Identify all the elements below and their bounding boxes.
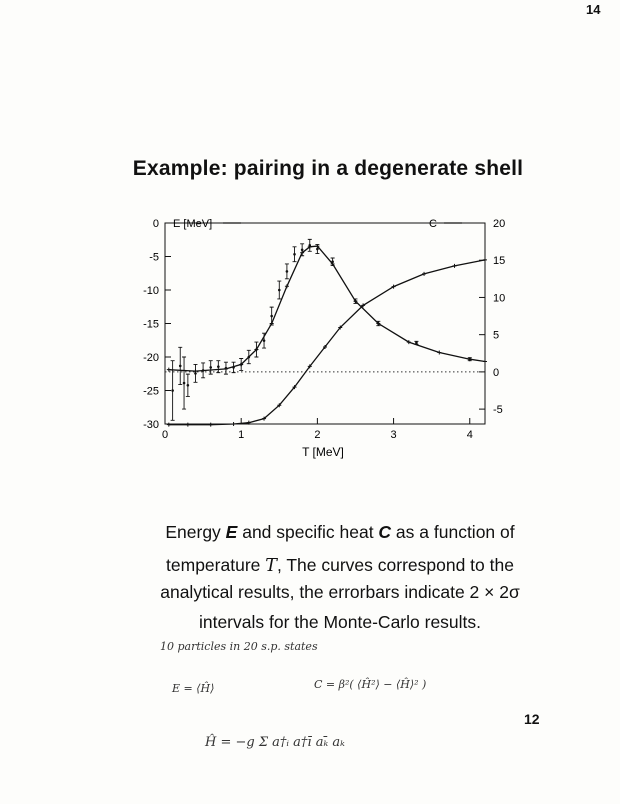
caption-line-3: analytical results, the errorbars indicate 2 × 2σ [160, 582, 520, 602]
mc-point [301, 249, 304, 252]
mc-point [316, 248, 319, 251]
x-axis-ticks [162, 418, 473, 441]
series-specific-heat [167, 244, 487, 373]
mc-point [377, 322, 380, 325]
legend-energy-label: E [MeV] [173, 218, 213, 230]
caption-line-4: intervals for the Monte-Carlo results. [198, 612, 482, 632]
slide-number: 12 [524, 711, 540, 727]
x-tick-label: 3 [390, 429, 397, 441]
page-corner-mark: 14 [586, 2, 601, 17]
left-tick-label: -15 [143, 318, 159, 331]
left-tick-label: 0 [152, 218, 159, 230]
series-point [186, 423, 190, 427]
right-tick-label: -5 [493, 404, 503, 417]
left-tick-label: -20 [143, 352, 159, 364]
mc-point [248, 356, 251, 359]
mc-point [308, 244, 311, 247]
right-axis-ticks [479, 218, 505, 416]
mc-point [179, 365, 182, 368]
right-tick-label: 15 [493, 255, 506, 268]
errorbars-specific-heat [171, 239, 472, 420]
mc-point [415, 342, 418, 345]
mc-point [354, 300, 357, 303]
handwritten-hamiltonian: Ĥ = −g Σ a†ᵢ a†ī aₖ̄ aₖ [205, 735, 345, 750]
mc-point [270, 315, 273, 318]
mc-point [232, 366, 235, 369]
series-point [483, 258, 487, 262]
mc-point [209, 366, 212, 369]
x-axis-label: T [MeV] [302, 445, 344, 459]
mc-point [286, 270, 289, 273]
series-point [232, 422, 236, 426]
series-point [483, 359, 487, 363]
series-point [167, 368, 171, 372]
mc-point [468, 358, 471, 361]
left-tick-label: -5 [149, 251, 159, 264]
caption-line-2: temperature T, The curves correspond to the [166, 555, 514, 576]
handwritten-particles-note: 10 particles in 20 s.p. states [160, 640, 318, 653]
series-point [437, 351, 441, 355]
mc-point [217, 365, 220, 368]
mc-point [225, 367, 228, 370]
series-point [453, 264, 457, 268]
right-tick-label: 20 [493, 218, 506, 230]
caption-line-1: Energy E and specific heat C as a function of [165, 522, 515, 542]
series-point [285, 284, 289, 288]
mc-point [194, 372, 197, 375]
page-title: Example: pairing in a degenerate shell [132, 157, 524, 180]
series-energy [167, 258, 487, 427]
x-tick-label: 2 [314, 429, 321, 441]
legend-heat-label: C [429, 218, 437, 230]
mc-point [293, 253, 296, 256]
handwritten-heat-formula: C = β²( ⟨Ĥ²⟩ − ⟨Ĥ⟩² ) [314, 678, 427, 691]
series-point [209, 423, 213, 427]
x-tick-label: 4 [466, 429, 473, 441]
mc-point [171, 389, 174, 392]
left-tick-label: -10 [143, 285, 159, 297]
right-tick-label: 10 [493, 292, 506, 305]
left-axis-ticks [143, 218, 171, 431]
series-line [169, 260, 485, 425]
chart-legend [173, 218, 462, 230]
right-tick-label: 5 [493, 329, 500, 342]
x-tick-label: 1 [238, 429, 245, 441]
mc-point [202, 369, 205, 372]
mc-point [255, 348, 258, 351]
plot-border [165, 223, 485, 424]
mc-point [187, 384, 190, 387]
left-tick-label: -30 [143, 419, 159, 431]
chart-frame [165, 223, 485, 424]
handwritten-energy-formula: E = ⟨Ĥ⟩ [172, 682, 215, 695]
series-point [167, 423, 171, 427]
mc-point [263, 339, 266, 342]
mc-point [278, 289, 281, 292]
mc-point [331, 260, 334, 263]
left-tick-label: -25 [143, 385, 159, 398]
right-tick-label: 0 [493, 366, 500, 379]
x-tick-label: 0 [161, 429, 169, 441]
mc-point [240, 363, 243, 366]
series-point [422, 272, 426, 276]
mc-point [183, 382, 186, 385]
